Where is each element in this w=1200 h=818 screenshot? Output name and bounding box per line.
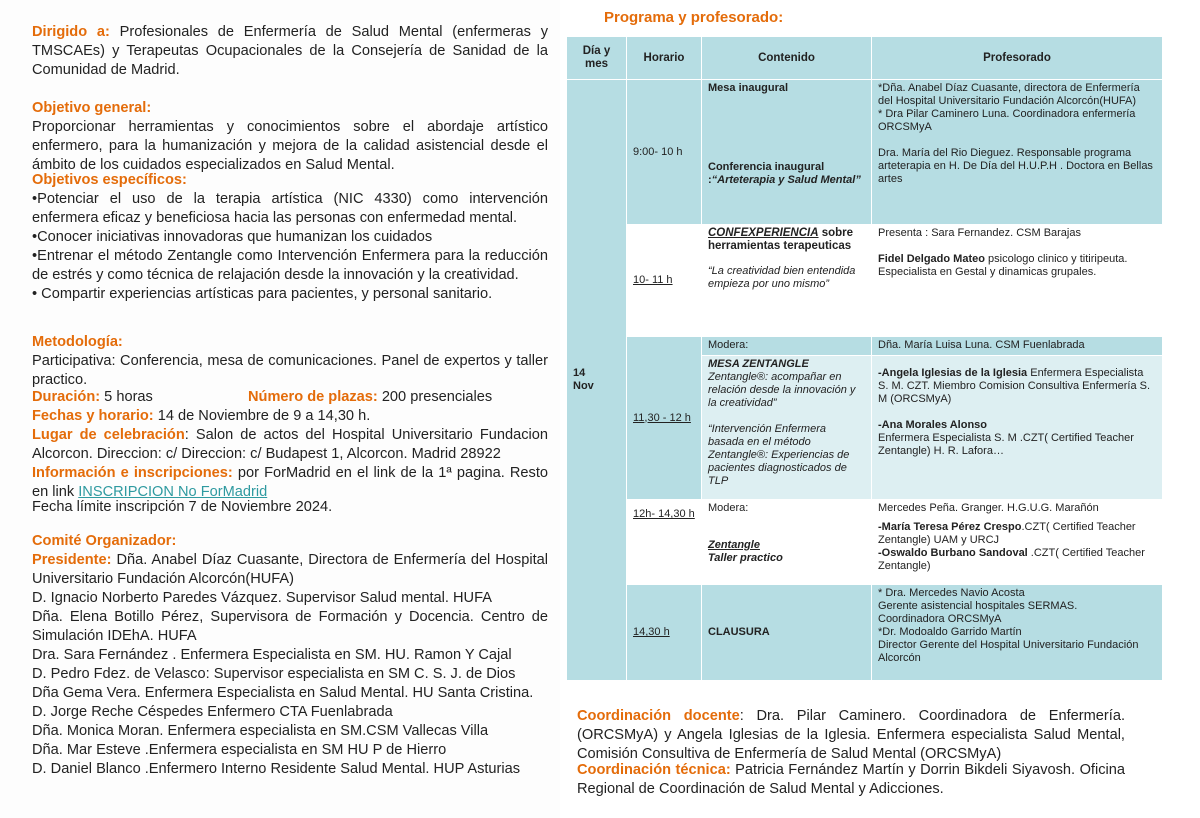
comite-member: Dña Gema Vera. Enfermera Especialista en Salud Mental. HU Santa Cristina. [32, 685, 534, 701]
content-cell: CONFEXPERIENCIA sobre herramientas terapeuticas “La creatividad bien entendida empieza por uno mismo” [702, 225, 872, 337]
objetivo-item: •Potenciar el uso de la terapia artística (NIC 4330) como intervención enfermera eficaz y beneficiosa hacia las personas con enfermedad mental. [32, 191, 548, 226]
taller-title: Zentangle [708, 538, 760, 551]
comite-member: D. Pedro Fdez. de Velasco: Supervisor especialista en SM C. S. J. de Dios [32, 666, 516, 682]
mesa-item: “Intervención Enfermera basada en el método Zentangle®: Experiencias de pacientes diagnosticados de TLP [708, 423, 850, 487]
mesa-item: Zentangle®: acompañar en relación desde la innovación y la creatividad” [708, 371, 856, 409]
content-cell [702, 80, 872, 225]
taller-sub: Taller practico [708, 551, 783, 564]
comite-member: Dra. Sara Fernández . Enfermera Especialista en SM. HU. Ramon Y Cajal [32, 647, 512, 663]
modera-label: Modera: [702, 337, 872, 356]
header-dia: Día y mes [567, 37, 627, 80]
table-row [567, 80, 1163, 225]
objetivo-item: •Entrenar el método Zentangle como Intervención Enfermera para la reducción de estrés y como técnica de relajación desde la innovación y la creatividad. [32, 248, 548, 283]
comite-member: Dña. Elena Botillo Pérez, Supervisora de Formación y Docencia. Centro de Simulación IDEhA. HUFA [32, 609, 548, 644]
inscripcion-link[interactable]: INSCRIPCION No ForMadrid [78, 484, 268, 500]
prof-name: -Ana Morales Alonso [878, 419, 987, 431]
prof-line: Dra. María del Rio Dieguez. Responsable programa arteterapia en H. De Día del H.U.P.H . Doctora en Bellas artes [878, 147, 1153, 185]
objetivo-item: • Compartir experiencias artísticas para pacientes, y personal sanitario. [32, 286, 493, 302]
table-row [567, 225, 1163, 337]
mesa-inaugural: Mesa inaugural [708, 82, 789, 94]
comite-member: D. Ignacio Norberto Paredes Vázquez. Supervisor Salud mental. HUFA [32, 590, 492, 606]
prof-name: Fidel Delgado Mateo [878, 253, 985, 265]
confexperiencia-quote: “La creatividad bien entendida empieza por uno mismo” [708, 265, 856, 290]
time-cell: 10- 11 h [627, 225, 702, 337]
content-cell [702, 585, 872, 681]
table-row [567, 500, 1163, 519]
prof-name: -Oswaldo Burbano Sandoval [878, 547, 1028, 559]
objetivos-especificos-label: Objetivos específicos: [32, 172, 187, 188]
fechas-label: Fechas y horario: [32, 408, 154, 424]
coord-tecnica-label: Coordinación técnica: [577, 762, 731, 778]
content-cell [702, 356, 872, 500]
time-cell: 14,30 h [627, 585, 702, 681]
time-cell: 11,30 - 12 h [627, 337, 702, 500]
presidente-label: Presidente: [32, 552, 112, 568]
comite-member: Dña. Monica Moran. Enfermera especialista en SM.CSM Vallecas Villa [32, 723, 489, 739]
content-cell [702, 519, 872, 585]
modera-name: Dña. María Luisa Luna. CSM Fuenlabrada [872, 337, 1163, 356]
metodologia-text: Participativa: Conferencia, mesa de comunicaciones. Panel de expertos y taller practico. [32, 353, 548, 388]
comite-label: Comité Organizador: [32, 533, 177, 549]
fechas-value: 14 de Noviembre de 9 a 14,30 h. [153, 408, 371, 424]
table-header-row [567, 37, 1163, 80]
prof-cell: Presenta : Sara Fernandez. CSM Barajas Fidel Delgado Mateo psicologo clinico y titiripeuta. Especialista en Gestal y dinamicas grupales. [872, 225, 1163, 337]
comite-member: D. Daniel Blanco .Enfermero Interno Residente Salud Mental. HUP Asturias [32, 761, 521, 777]
coord-tecnica [577, 761, 1125, 799]
objetivo-general-label: Objetivo general: [32, 100, 152, 116]
plazas-value: 200 presenciales [377, 389, 493, 405]
programa-title: Programa y profesorado: [604, 9, 784, 26]
objetivos-especificos-section [32, 171, 548, 304]
left-panel [0, 0, 560, 818]
comite-member: Dña. Mar Esteve .Enfermera especialista en SM HU P de Hierro [32, 742, 447, 758]
dirigido-section [32, 23, 548, 80]
duracion-label: Duración: [32, 389, 101, 405]
dirigido-text: Profesionales de Enfermería de Salud Mental (enfermeras y TMSCAEs) y Terapeutas Ocupacionales de la Consejería de Sanidad de la Comunidad de Madrid. [32, 24, 548, 78]
prof-cell: -Angela Iglesias de la Iglesia Enfermera Especialista S. M. CZT. Miembro Comision Consultiva Enfermería S. M (ORCSMyA) -Ana Morales Alonso Enfermera Especialista S. M .CZT( Certified Teacher Zentangle) H. R. Lafora… [872, 356, 1163, 500]
coord-docente [577, 707, 1125, 764]
info-value: por ForMadrid en el link de la 1ª pagina. Resto en link [32, 465, 548, 500]
fechas-row [32, 407, 548, 426]
coord-docente-label: Coordinación docente [577, 708, 740, 724]
duracion-row [32, 388, 548, 407]
prof-line: Presenta : Sara Fernandez. CSM Barajas [878, 227, 1081, 239]
prof-cell: * Dra. Mercedes Navio Acosta Gerente asistencial hospitales SERMAS. Coordinadora ORCSMyA *Dr. Modoaldo Garrido Martín Director Gerente del Hospital Universitario Fundación Alcorcón [872, 585, 1163, 681]
day-number: 14 [573, 367, 586, 379]
day-month: Nov [573, 380, 594, 392]
header-horario: Horario [627, 37, 702, 80]
prof-cell [872, 80, 1163, 225]
modera-label: Modera: [702, 500, 872, 519]
conferencia-title: “Arteterapia y Salud Mental” [711, 174, 861, 186]
clausura-title: CLAUSURA [708, 626, 770, 638]
metodologia-label: Metodología: [32, 334, 123, 350]
conferencia-label: Conferencia inaugural : [708, 161, 825, 186]
lugar-section [32, 426, 548, 464]
coord-tecnica-text: Patricia Fernández Martín y Dorrin Bikdeli Siyavosh. Oficina Regional de Coordinación de Salud Mental y Adicciones. [577, 762, 1125, 797]
objetivo-general-section [32, 99, 548, 175]
duracion-value: 5 horas [100, 389, 153, 405]
table-row [567, 585, 1163, 681]
info-label: Información e inscripciones: [32, 465, 233, 481]
header-profesorado: Profesorado [872, 37, 1163, 80]
table-row [567, 337, 1163, 356]
comite-section [32, 532, 548, 779]
lugar-label: Lugar de celebración [32, 427, 185, 443]
objetivo-item: •Conocer iniciativas innovadoras que humanizan los cuidados [32, 229, 433, 245]
plazas-label: Número de plazas: [248, 389, 378, 405]
confexperiencia-title: CONFEXPERIENCIA [708, 227, 819, 239]
coord-docente-text: : Dra. Pilar Caminero. Coordinadora de Enfermería.(ORCSMyA) y Angela Iglesias de la Iglesia. Enfermera especialista Salud Mental, Comisión Consultiva de Enfermería de Salud Mental (ORCSMyA) [577, 708, 1125, 762]
objetivo-general-text: Proporcionar herramientas y conocimientos sobre el abordaje artístico enfermero, para la humanización y mejora de la calidad asistencial desde el ámbito de los cuidados especializados en Salud Mental. [32, 119, 548, 173]
prof-name: -María Teresa Pérez Crespo [878, 521, 1022, 533]
info-section [32, 464, 548, 502]
program-table [566, 36, 1163, 681]
prof-line: * Dra Pilar Caminero Luna. Coordinadora enfermería ORCSMyA [878, 108, 1136, 133]
header-contenido: Contenido [702, 37, 872, 80]
prof-name: -Angela Iglesias de la Iglesia [878, 367, 1028, 379]
prof-cell: -María Teresa Pérez Crespo.CZT( Certified Teacher Zentangle) UAM y URCJ -Oswaldo Burbano Sandoval .CZT( Certified Teacher Zentangle) [872, 519, 1163, 585]
lugar-value: : Salon de actos del Hospital Universitario Fundacion Alcorcon. Direccion: c/ Direccion: c/ Budapest 1, Alcorcon. Madrid 28922 [32, 427, 548, 462]
prof-line: *Dña. Anabel Díaz Cuasante, directora de Enfermería del Hospital Universitario Fundación Alcorcón(HUFA) [878, 82, 1140, 107]
day-cell [567, 80, 627, 681]
time-cell: 12h- 14,30 h [627, 500, 702, 585]
mesa-zentangle-title: MESA ZENTANGLE [708, 358, 809, 370]
time-cell: 9:00- 10 h [627, 80, 702, 225]
dirigido-label: Dirigido a: [32, 24, 110, 40]
fecha-limite: Fecha límite inscripción 7 de Noviembre 2024. [32, 499, 333, 515]
metodologia-section [32, 333, 548, 390]
presidente-text: Dña. Anabel Díaz Cuasante, Directora de Enfermería del Hospital Universitario Fundación Alcorcón(HUFA) [32, 552, 548, 587]
comite-member: D. Jorge Reche Céspedes Enfermero CTA Fuenlabrada [32, 704, 393, 720]
modera-name: Mercedes Peña. Granger. H.G.U.G. Marañón [872, 500, 1163, 519]
